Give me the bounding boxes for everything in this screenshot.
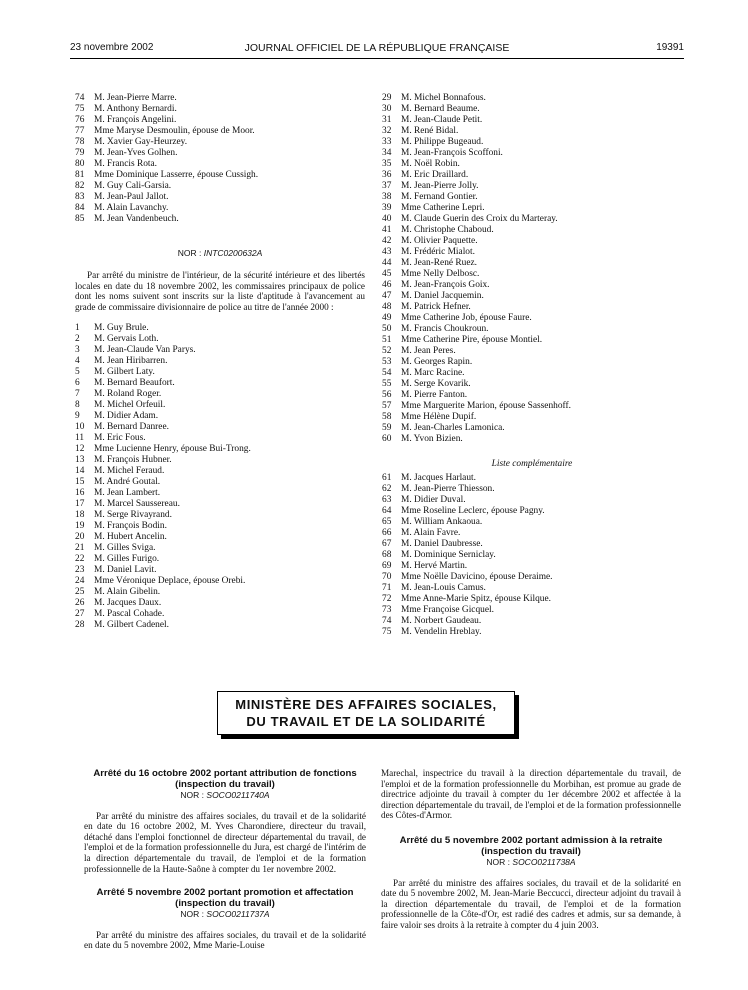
list-item-number: 76 bbox=[75, 115, 85, 125]
list-item-number: 22 bbox=[75, 554, 85, 565]
list-item-name: M. Dominique Serniclay. bbox=[401, 550, 496, 560]
header-page-number: 19391 bbox=[656, 42, 684, 53]
list-item-number: 23 bbox=[75, 565, 85, 576]
list-item-name: Mme Nelly Delbosc. bbox=[401, 269, 480, 279]
list-item-name: M. Jean Vandenbeuch. bbox=[94, 214, 179, 224]
list-item bbox=[382, 192, 682, 203]
ministry-line-1: MINISTÈRE DES AFFAIRES SOCIALES, bbox=[235, 697, 497, 712]
list-item bbox=[75, 488, 365, 499]
list-item-name: M. Michel Orfeuil. bbox=[94, 400, 166, 411]
list-item bbox=[382, 302, 682, 313]
list-item-number: 83 bbox=[75, 192, 85, 202]
list-item bbox=[75, 609, 365, 620]
list-item-name: M. William Ankaoua. bbox=[401, 517, 483, 527]
list-item-number: 3 bbox=[75, 345, 80, 356]
list-item bbox=[382, 280, 682, 291]
list-item-name: M. Roland Roger. bbox=[94, 389, 162, 400]
list-item bbox=[382, 313, 682, 324]
list-item-number: 19 bbox=[75, 521, 85, 532]
article1-text: Par arrêté du ministre des affaires sociales, du travail et de la solidarité en date du 16 octobre 2002, M. Yves Charondiere, directeur du travail, détaché dans l'emploi fonctionnel de directeur départemental du travail, de l'emploi et de la formation professionnelle du Jura, est chargé de l'intérim de la direction départementale du travail, de l'emploi et de la formation professionnelle de la Haute-Saône à compter du 1er novembre 2002. bbox=[84, 810, 366, 874]
list-item-name: M. Guy Brule. bbox=[94, 323, 149, 334]
list-item-name: Mme Lucienne Henry, épouse Bui-Trong. bbox=[94, 444, 251, 455]
list-item-name: M. Philippe Bugeaud. bbox=[401, 137, 484, 147]
list-item bbox=[75, 587, 365, 598]
list-item-name: M. Eric Fous. bbox=[94, 433, 146, 444]
list-item-name: M. François Bodin. bbox=[94, 521, 167, 532]
list-item-name: M. Patrick Hefner. bbox=[401, 302, 471, 312]
list-item-number: 65 bbox=[382, 517, 392, 527]
list-item bbox=[75, 433, 365, 444]
list-item-name: M. Jean-François Scoffoni. bbox=[401, 148, 503, 158]
ministry-box bbox=[217, 691, 515, 735]
list-item-number: 8 bbox=[75, 400, 80, 411]
list-item-number: 35 bbox=[382, 159, 392, 169]
list-item-number: 70 bbox=[382, 572, 392, 582]
list-item bbox=[382, 616, 682, 627]
list-item-name: M. Claude Guerin des Croix du Marteray. bbox=[401, 214, 558, 224]
list-item-number: 46 bbox=[382, 280, 392, 290]
list-item-number: 33 bbox=[382, 137, 392, 147]
list-continued bbox=[75, 93, 365, 225]
article-column-left bbox=[84, 768, 366, 951]
article3-nor: NOR : SOCO0211738A bbox=[486, 856, 576, 867]
list-item-name: Mme Catherine Job, épouse Faure. bbox=[401, 313, 532, 323]
list-item bbox=[75, 444, 365, 455]
list-item bbox=[382, 379, 682, 390]
list-item-number: 62 bbox=[382, 484, 392, 494]
list-item-name: M. Jean-Pierre Marre. bbox=[94, 93, 177, 103]
list-item-number: 79 bbox=[75, 148, 85, 158]
right-column bbox=[382, 93, 682, 638]
list-item-number: 30 bbox=[382, 104, 392, 114]
list-item-number: 66 bbox=[382, 528, 392, 538]
list-item-number: 44 bbox=[382, 258, 392, 268]
decree-nor-code: INTC0200632A bbox=[203, 248, 263, 258]
list-item bbox=[75, 620, 365, 631]
list-item bbox=[382, 126, 682, 137]
list-item-number: 51 bbox=[382, 335, 392, 345]
list-item-name: M. Serge Rivayrand. bbox=[94, 510, 172, 521]
list-item bbox=[382, 550, 682, 561]
list-item bbox=[382, 335, 682, 346]
list-item-name: M. Gilles Furigo. bbox=[94, 554, 160, 565]
list-item-number: 6 bbox=[75, 378, 80, 389]
list-item-name: M. Marcel Saussereau. bbox=[94, 499, 180, 510]
list-item-name: Mme Catherine Lepri. bbox=[401, 203, 485, 213]
list-item bbox=[382, 346, 682, 357]
list-item bbox=[382, 104, 682, 115]
list-item bbox=[75, 203, 365, 214]
list-item-number: 43 bbox=[382, 247, 392, 257]
list-item-name: M. Fernand Gontier. bbox=[401, 192, 478, 202]
list-item-number: 4 bbox=[75, 356, 80, 367]
list-item-number: 82 bbox=[75, 181, 85, 191]
list-item bbox=[382, 473, 682, 484]
list-item-number: 25 bbox=[75, 587, 85, 598]
list-item bbox=[382, 539, 682, 550]
list-item bbox=[75, 422, 365, 433]
list-item bbox=[382, 434, 682, 445]
list-item bbox=[75, 323, 365, 334]
list-item-number: 74 bbox=[75, 93, 85, 103]
list-item-name: M. Serge Kovarik. bbox=[401, 379, 471, 389]
list-item-number: 38 bbox=[382, 192, 392, 202]
decree-nor: NOR : INTC0200632A bbox=[177, 248, 263, 258]
list-item-name: Mme Hélène Dupif. bbox=[401, 412, 477, 422]
list-item-number: 29 bbox=[382, 93, 392, 103]
list-item-number: 28 bbox=[75, 620, 85, 631]
list-item-number: 39 bbox=[382, 203, 392, 213]
list-item-number: 42 bbox=[382, 236, 392, 246]
list-item-number: 78 bbox=[75, 137, 85, 147]
list-item-name: M. Michel Feraud. bbox=[94, 466, 165, 477]
list-item bbox=[382, 181, 682, 192]
list-item-number: 24 bbox=[75, 576, 85, 587]
list-item bbox=[382, 170, 682, 181]
article3-title: Arrêté du 5 novembre 2002 portant admission à la retraite (inspection du travail) bbox=[399, 834, 663, 857]
list-item bbox=[382, 159, 682, 170]
article-column-right bbox=[381, 768, 681, 931]
list-item-number: 12 bbox=[75, 444, 85, 455]
list-item-number: 58 bbox=[382, 412, 392, 422]
list-item-name: M. Jacques Daux. bbox=[94, 598, 162, 609]
list-item bbox=[75, 137, 365, 148]
list-item-number: 64 bbox=[382, 506, 392, 516]
list-item-name: M. Daniel Jacquemin. bbox=[401, 291, 484, 301]
list-item-number: 40 bbox=[382, 214, 392, 224]
list-item-name: M. Didier Adam. bbox=[94, 411, 159, 422]
list-item-number: 63 bbox=[382, 495, 392, 505]
list-item bbox=[75, 170, 365, 181]
list-item bbox=[75, 411, 365, 422]
list-item-name: M. Hubert Ancelin. bbox=[94, 532, 167, 543]
list-item-name: Mme Françoise Gicquel. bbox=[401, 605, 494, 615]
list-item-number: 75 bbox=[382, 627, 392, 637]
header-title: JOURNAL OFFICIEL DE LA RÉPUBLIQUE FRANÇAISE bbox=[244, 42, 510, 54]
list-item-number: 7 bbox=[75, 389, 80, 400]
list-item bbox=[75, 521, 365, 532]
list-item-number: 71 bbox=[382, 583, 392, 593]
list-item bbox=[382, 495, 682, 506]
list-item-name: M. Georges Rapin. bbox=[401, 357, 473, 367]
list-item-number: 60 bbox=[382, 434, 392, 444]
list-item-name: M. Didier Duval. bbox=[401, 495, 466, 505]
list-item-number: 54 bbox=[382, 368, 392, 378]
list-item bbox=[382, 93, 682, 104]
list-item bbox=[75, 126, 365, 137]
list-item bbox=[75, 543, 365, 554]
list-item-name: M. Yvon Bizien. bbox=[401, 434, 463, 444]
list-item bbox=[75, 389, 365, 400]
list-item-number: 56 bbox=[382, 390, 392, 400]
list-item-name: Mme Roseline Leclerc, épouse Pagny. bbox=[401, 506, 545, 516]
list-item-name: M. Jean-Pierre Thiesson. bbox=[401, 484, 495, 494]
list-item bbox=[75, 565, 365, 576]
list-item bbox=[382, 225, 682, 236]
list-item-number: 36 bbox=[382, 170, 392, 180]
list-item-name: M. Vendelin Hreblay. bbox=[401, 627, 482, 637]
list-item bbox=[75, 148, 365, 159]
list-item-number: 11 bbox=[75, 433, 85, 444]
list-item bbox=[75, 104, 365, 115]
list-item-number: 15 bbox=[75, 477, 85, 488]
list-item-name: M. Noël Robin. bbox=[401, 159, 460, 169]
list-item bbox=[382, 390, 682, 401]
ministry-banner bbox=[217, 691, 517, 737]
list-item bbox=[382, 115, 682, 126]
list-item-name: Mme Catherine Pire, épouse Montiel. bbox=[401, 335, 543, 345]
list-item bbox=[75, 466, 365, 477]
list-item-number: 49 bbox=[382, 313, 392, 323]
list-item bbox=[75, 93, 365, 104]
list-item-name: M. Daniel Daubresse. bbox=[401, 539, 483, 549]
list-item-name: M. Jean Hiribarren. bbox=[94, 356, 168, 367]
list-item-number: 34 bbox=[382, 148, 392, 158]
list-item bbox=[382, 605, 682, 616]
list-item bbox=[382, 412, 682, 423]
list-item bbox=[382, 423, 682, 434]
list-item-number: 32 bbox=[382, 126, 392, 136]
list-item-number: 77 bbox=[75, 126, 85, 136]
list-item-name: M. Jean-Charles Lamonica. bbox=[401, 423, 505, 433]
list-item-name: Mme Maryse Desmoulin, épouse de Moor. bbox=[94, 126, 255, 136]
list-item-name: M. Hervé Martin. bbox=[401, 561, 468, 571]
list-item-number: 10 bbox=[75, 422, 85, 433]
list-item-number: 55 bbox=[382, 379, 392, 389]
list-item bbox=[75, 214, 365, 225]
list-item bbox=[382, 324, 682, 335]
list-item-name: M. Norbert Gaudeau. bbox=[401, 616, 482, 626]
list-item-name: M. Guy Cali-Garsia. bbox=[94, 181, 172, 191]
list-item-name: Mme Dominique Lasserre, épouse Cussigh. bbox=[94, 170, 259, 180]
list-item bbox=[75, 345, 365, 356]
list-item-name: M. Jean-Paul Jallot. bbox=[94, 192, 169, 202]
list-item bbox=[382, 517, 682, 528]
list-item-number: 16 bbox=[75, 488, 85, 499]
list-item bbox=[75, 532, 365, 543]
list-item bbox=[382, 148, 682, 159]
list-item-name: Mme Marguerite Marion, épouse Sassenhoff. bbox=[401, 401, 571, 411]
list-item-number: 26 bbox=[75, 598, 85, 609]
list-item-name: M. Gilles Sviga. bbox=[94, 543, 156, 554]
list-item-name: M. Xavier Gay-Heurzey. bbox=[94, 137, 188, 147]
list-item-name: M. Jean-François Goix. bbox=[401, 280, 490, 290]
list-item-number: 48 bbox=[382, 302, 392, 312]
list-item bbox=[382, 269, 682, 280]
list-item-name: M. François Angelini. bbox=[94, 115, 177, 125]
article2-title: Arrêté 5 novembre 2002 portant promotion et affectation (inspection du travail) bbox=[96, 887, 354, 910]
list-item-name: M. Bernard Danree. bbox=[94, 422, 169, 433]
list-item bbox=[75, 598, 365, 609]
list-item bbox=[382, 561, 682, 572]
list-item-name: M. Alain Lavanchy. bbox=[94, 203, 169, 213]
article3-text: Par arrêté du ministre des affaires sociales, du travail et de la solidarité en date du 5 novembre 2002, M. Jean-Marie Beccucci, directeur adjoint du travail à la direction départementale du travail, de l'emploi et de la formation professionnelle de la Côte-d'Or, est radié des cadres et admis, sur sa demande, à faire valoir ses droits à la retraite à compter du 4 juin 2003. bbox=[381, 877, 681, 930]
list-item bbox=[382, 572, 682, 583]
list-item-number: 75 bbox=[75, 104, 85, 114]
list-item-number: 17 bbox=[75, 499, 85, 510]
list-item-name: M. Daniel Lavit. bbox=[94, 565, 157, 576]
list-item-name: M. Jacques Harlaut. bbox=[401, 473, 476, 483]
article1-title: Arrêté du 16 octobre 2002 portant attribution de fonctions (inspection du travail) bbox=[93, 768, 357, 790]
list-item bbox=[75, 378, 365, 389]
list-item-name: M. André Goutal. bbox=[94, 477, 161, 488]
list-item-name: M. Eric Draillard. bbox=[401, 170, 469, 180]
list-item-number: 61 bbox=[382, 473, 392, 483]
list-item bbox=[382, 357, 682, 368]
list-item-number: 69 bbox=[382, 561, 392, 571]
list-item bbox=[382, 137, 682, 148]
article2-text-continued: Marechal, inspectrice du travail à la direction départementale du travail, de l'emploi et de la formation professionnelle du Morbihan, est promue au grade de directrice adjointe du travail à compter du 1er décembre 2002 et affectée à la direction départementale du travail, de l'emploi et de la formation professionnelle des Côtes-d'Armor. bbox=[381, 768, 681, 821]
list-item-name: M. Michel Bonnafous. bbox=[401, 93, 486, 103]
list-item-name: M. Frédéric Mialot. bbox=[401, 247, 475, 257]
list-item bbox=[75, 159, 365, 170]
list-item-name: M. Francis Rota. bbox=[94, 159, 158, 169]
list-item-number: 31 bbox=[382, 115, 392, 125]
list-item-name: M. Jean-Claude Petit. bbox=[401, 115, 483, 125]
article1-nor: NOR : SOCO0211740A bbox=[180, 790, 270, 800]
page-header bbox=[70, 42, 684, 56]
list-item-name: M. Gilbert Laty. bbox=[94, 367, 155, 378]
list-item bbox=[382, 247, 682, 258]
list-item-name: M. François Hubner. bbox=[94, 455, 172, 466]
list-item-number: 80 bbox=[75, 159, 85, 169]
header-rule bbox=[70, 58, 684, 59]
list-item-number: 2 bbox=[75, 334, 80, 345]
list-item bbox=[382, 368, 682, 379]
ministry-line-2: DU TRAVAIL ET DE LA SOLIDARITÉ bbox=[246, 714, 486, 729]
list-item bbox=[382, 236, 682, 247]
list-item-number: 67 bbox=[382, 539, 392, 549]
list-item bbox=[75, 115, 365, 126]
list-item-name: M. Christophe Chaboud. bbox=[401, 225, 494, 235]
list-item bbox=[75, 192, 365, 203]
list-item-number: 68 bbox=[382, 550, 392, 560]
list-item-name: M. Alain Gibelin. bbox=[94, 587, 161, 598]
list-item-number: 72 bbox=[382, 594, 392, 604]
list-item-number: 73 bbox=[382, 605, 392, 615]
list-item bbox=[75, 400, 365, 411]
list-item-name: M. Marc Racine. bbox=[401, 368, 465, 378]
list-item-name: M. Jean Lambert. bbox=[94, 488, 161, 499]
list-item-number: 20 bbox=[75, 532, 85, 543]
list-item-number: 5 bbox=[75, 367, 80, 378]
list-item-number: 50 bbox=[382, 324, 392, 334]
list-item-name: M. René Bidal. bbox=[401, 126, 459, 136]
decree-list-part2 bbox=[382, 93, 682, 445]
list-item-number: 21 bbox=[75, 543, 85, 554]
list-item-name: M. Pascal Cohade. bbox=[94, 609, 165, 620]
list-item bbox=[75, 455, 365, 466]
list-item bbox=[75, 334, 365, 345]
list-item bbox=[382, 583, 682, 594]
list-item-number: 74 bbox=[382, 616, 392, 626]
list-item-name: M. Pierre Fanton. bbox=[401, 390, 468, 400]
list-item-name: Mme Noëlle Davicino, épouse Deraime. bbox=[401, 572, 553, 582]
list-item-name: M. Bernard Beaume. bbox=[401, 104, 480, 114]
list-item bbox=[382, 258, 682, 269]
list-item bbox=[382, 594, 682, 605]
list-item-number: 53 bbox=[382, 357, 392, 367]
article2-nor: NOR : SOCO0211737A bbox=[180, 909, 270, 920]
list-item bbox=[382, 528, 682, 539]
list-item-name: M. Jean Peres. bbox=[401, 346, 456, 356]
supplementary-heading: Liste complémentaire bbox=[491, 459, 573, 469]
list-item-name: M. Jean-Louis Camus. bbox=[401, 583, 486, 593]
list-item-number: 37 bbox=[382, 181, 392, 191]
list-item bbox=[382, 627, 682, 638]
list-item-number: 84 bbox=[75, 203, 85, 213]
supplementary-list bbox=[382, 473, 682, 638]
list-item bbox=[382, 214, 682, 225]
list-item-name: M. Bernard Beaufort. bbox=[94, 378, 175, 389]
list-item-number: 59 bbox=[382, 423, 392, 433]
decree-list-part1 bbox=[75, 323, 365, 631]
list-item bbox=[75, 554, 365, 565]
list-item-name: M. Jean-Claude Van Parys. bbox=[94, 345, 196, 356]
list-item-name: Mme Véronique Deplace, épouse Orebi. bbox=[94, 576, 246, 587]
list-item-number: 13 bbox=[75, 455, 85, 466]
list-item-number: 57 bbox=[382, 401, 392, 411]
list-item bbox=[382, 291, 682, 302]
list-item bbox=[75, 367, 365, 378]
list-item bbox=[75, 356, 365, 367]
list-item bbox=[75, 576, 365, 587]
list-item-name: M. Gilbert Cadenel. bbox=[94, 620, 169, 631]
list-item-number: 27 bbox=[75, 609, 85, 620]
header-date: 23 novembre 2002 bbox=[70, 42, 154, 53]
list-item bbox=[382, 506, 682, 517]
list-item-name: M. Jean-Pierre Jolly. bbox=[401, 181, 479, 191]
list-item-number: 1 bbox=[75, 323, 80, 334]
decree-text: Par arrêté du ministre de l'intérieur, de la sécurité intérieure et des libertés locales en date du 18 novembre 2002, les commissaires principaux de police dont les noms suivent sont inscrits sur la liste d'aptitude à l'avancement au grade de commissaire divisionnaire de police au titre de l'année 2000 : bbox=[75, 270, 365, 312]
article2-text: Par arrêté du ministre des affaires sociales, du travail et de la solidarité en date du 5 novembre 2002, Mme Marie-Louise bbox=[84, 929, 366, 951]
list-item bbox=[75, 181, 365, 192]
list-item-name: M. Olivier Paquette. bbox=[401, 236, 478, 246]
list-item-number: 18 bbox=[75, 510, 85, 521]
list-item-name: M. Alain Favre. bbox=[401, 528, 461, 538]
list-item-number: 85 bbox=[75, 214, 85, 224]
list-item bbox=[382, 401, 682, 412]
list-item-name: M. Gervais Loth. bbox=[94, 334, 159, 345]
list-item-number: 81 bbox=[75, 170, 85, 180]
list-item bbox=[75, 477, 365, 488]
list-item bbox=[75, 499, 365, 510]
list-item-name: Mme Anne-Marie Spitz, épouse Kilque. bbox=[401, 594, 551, 604]
list-item-number: 41 bbox=[382, 225, 392, 235]
list-item-name: M. Jean-René Ruez. bbox=[401, 258, 478, 268]
list-item-number: 45 bbox=[382, 269, 392, 279]
list-item-name: M. Jean-Yves Golhen. bbox=[94, 148, 178, 158]
list-item-number: 9 bbox=[75, 411, 80, 422]
list-item bbox=[75, 510, 365, 521]
list-item-number: 47 bbox=[382, 291, 392, 301]
list-item-number: 52 bbox=[382, 346, 392, 356]
list-item-number: 14 bbox=[75, 466, 85, 477]
list-item bbox=[382, 203, 682, 214]
list-item-name: M. Francis Choukroun. bbox=[401, 324, 489, 334]
list-item bbox=[382, 484, 682, 495]
list-item-name: M. Anthony Bernardi. bbox=[94, 104, 177, 114]
left-column bbox=[75, 93, 365, 631]
